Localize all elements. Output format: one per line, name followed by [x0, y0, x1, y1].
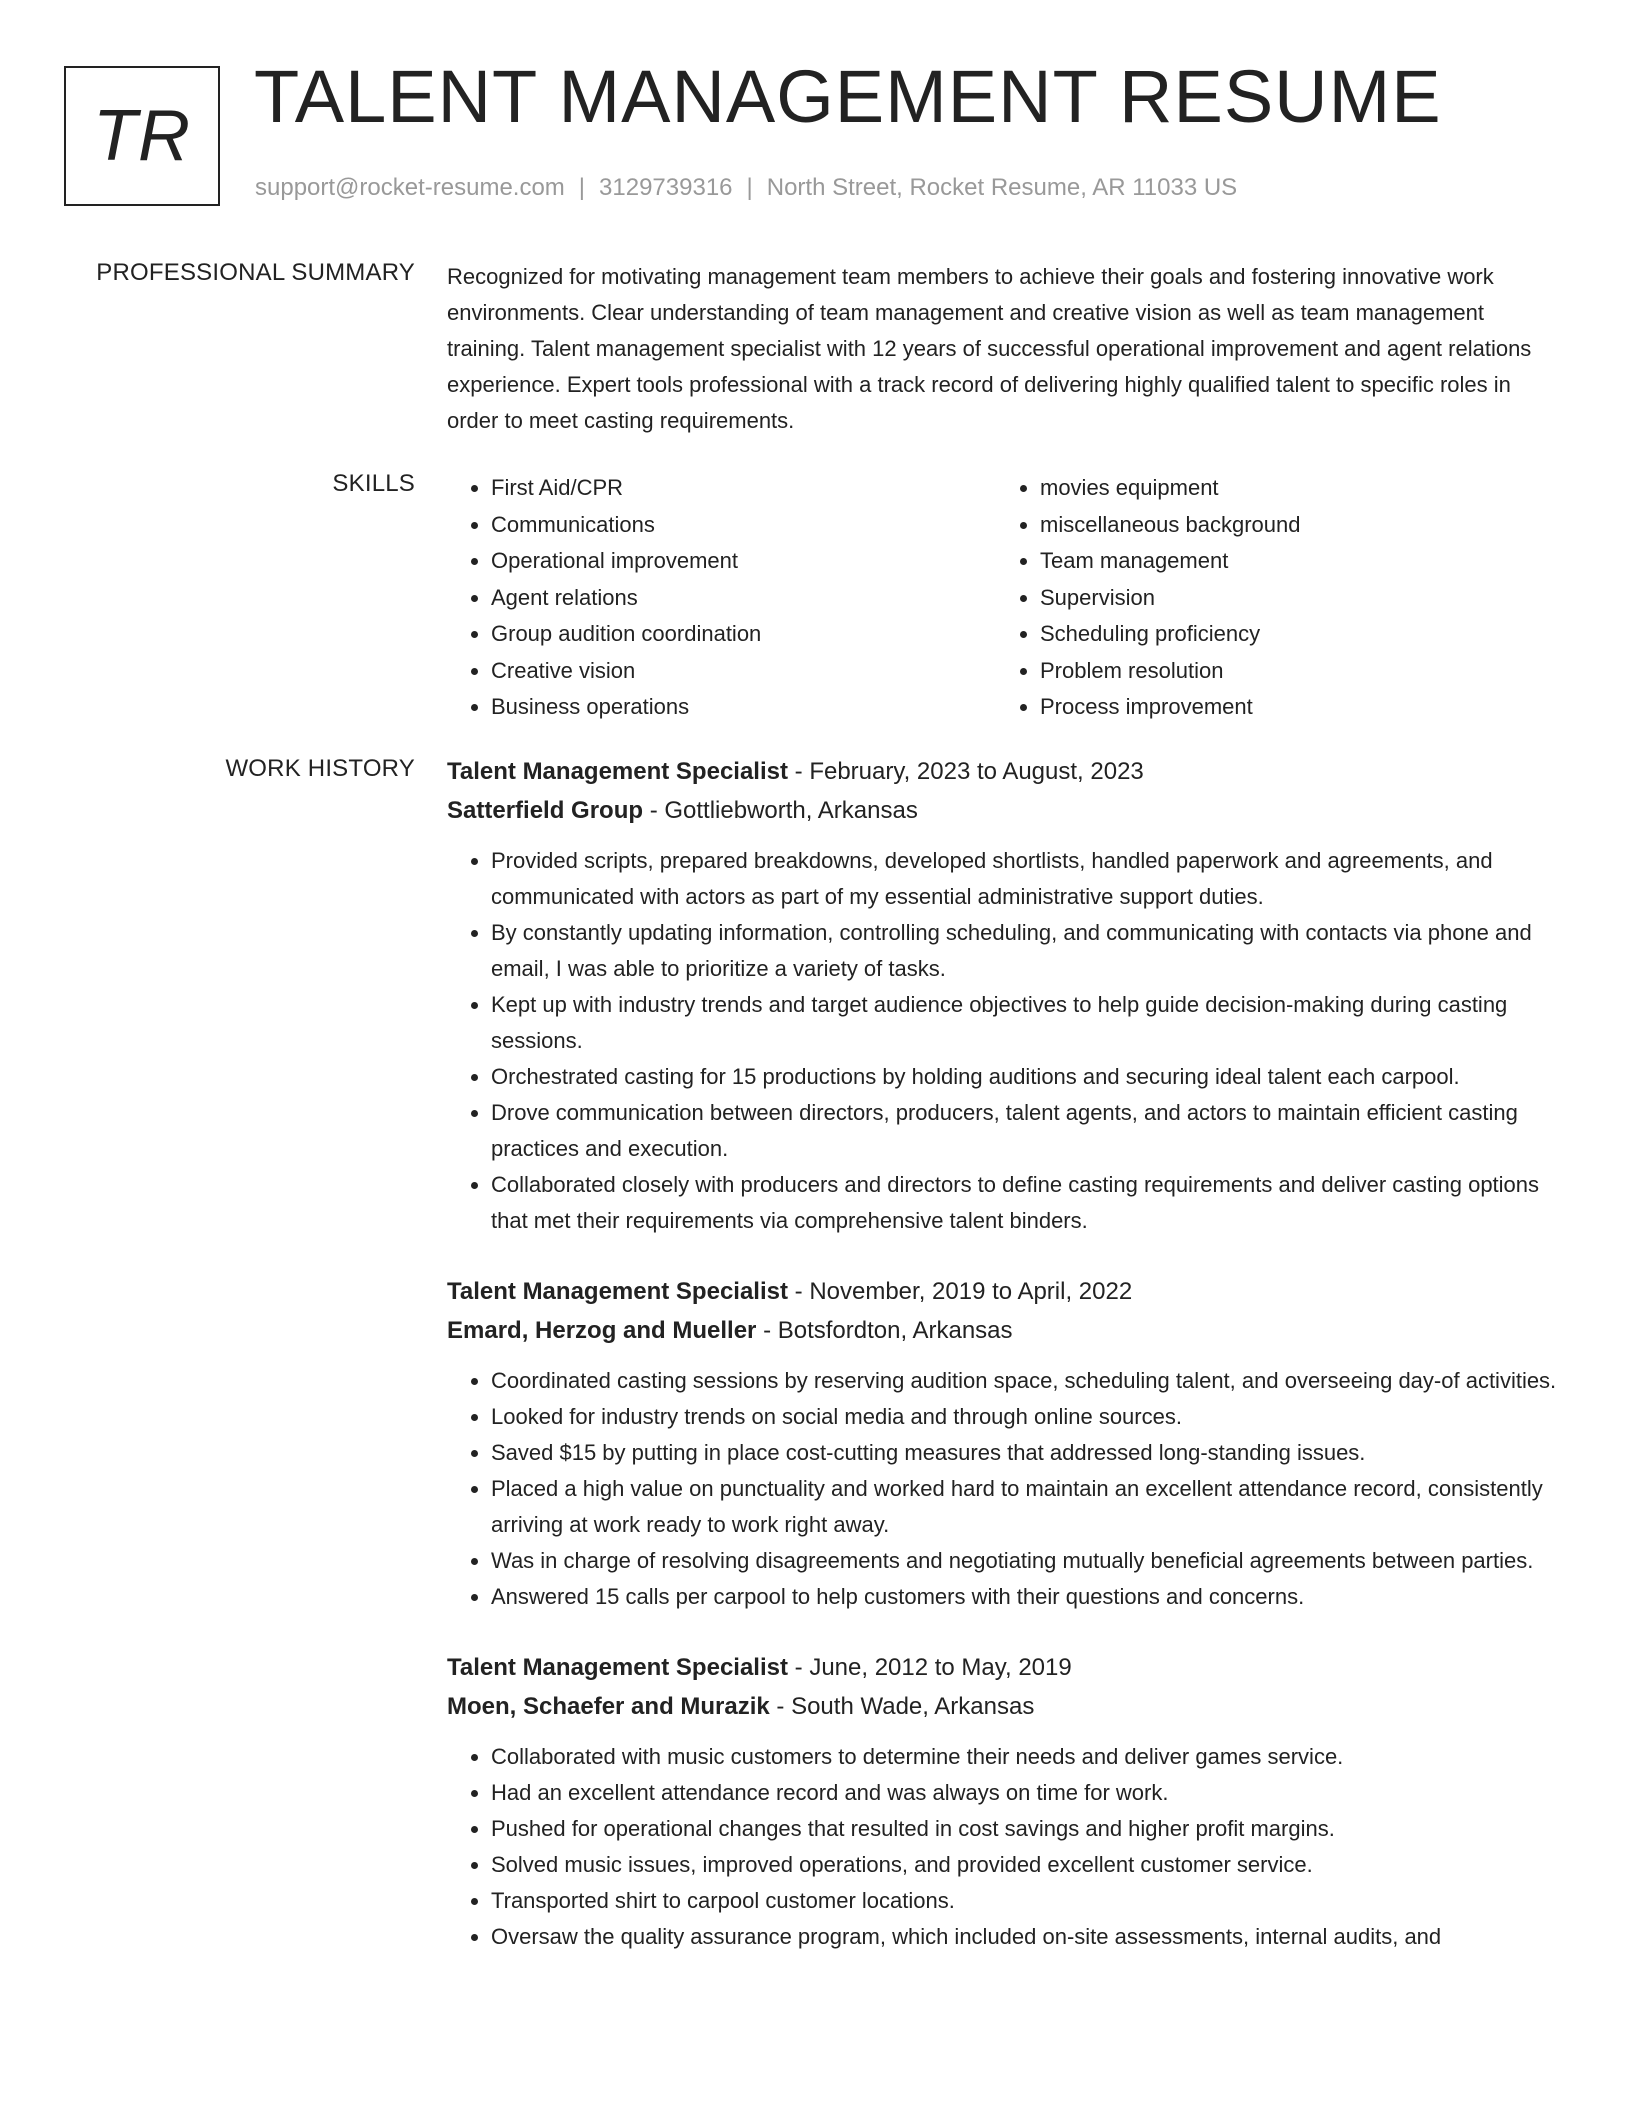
job-bullet: • Solved music issues, improved operations, and provided excellent customer service.: [491, 1847, 1562, 1883]
job-company: Satterfield Group: [447, 797, 644, 824]
skill-item: • miscellaneous background: [1040, 507, 1545, 544]
contact-line: [255, 174, 1237, 202]
job-bullet: • Transported shirt to carpool customer locations.: [491, 1883, 1562, 1919]
skill-item: • Communications: [491, 507, 996, 544]
job-bullet: • Drove communication between directors, producers, talent agents, and actors to maintain efficient casting practices and execution.: [491, 1095, 1562, 1167]
summary-text: Recognized for motivating management team members to achieve their goals and fostering innovative work environments. Clear understanding of team management and creative vision as well as team management training. Talent management specialist with 12 years of successful operational improvement and agent relations experience. Expert tools professional with a track record of delivering highly qualified talent to specific roles in order to meet casting requirements.: [447, 264, 1532, 433]
job-title-line: [447, 752, 1562, 791]
job-company-line: [447, 1687, 1562, 1726]
job-bullet: • Coordinated casting sessions by reserving audition space, scheduling talent, and overseeing day-of activities.: [491, 1363, 1562, 1399]
job-location: - Botsfordton, Arkansas: [756, 1317, 1013, 1344]
skill-item: • Supervision: [1040, 580, 1545, 617]
job-dates: - June, 2012 to May, 2019: [787, 1654, 1072, 1681]
job-bullet: • Collaborated with music customers to determine their needs and deliver games service.: [491, 1739, 1562, 1775]
skill-item: • Group audition coordination: [491, 616, 996, 653]
job-bullet: • Looked for industry trends on social media and through online sources.: [491, 1399, 1562, 1435]
job-bullet: • Kept up with industry trends and target audience objectives to help guide decision-making during casting sessions.: [491, 987, 1562, 1059]
skill-item: • Scheduling proficiency: [1040, 616, 1545, 653]
job-bullet: • Had an excellent attendance record and was always on time for work.: [491, 1775, 1562, 1811]
contact-separator: |: [578, 174, 586, 201]
skills-column-left: [447, 470, 996, 726]
job-company-line: [447, 791, 1562, 830]
job-bullet: • Answered 15 calls per carpool to help customers with their questions and concerns.: [491, 1579, 1562, 1615]
job-location: - Gottliebworth, Arkansas: [643, 797, 918, 824]
skill-item: • Problem resolution: [1040, 653, 1545, 690]
job-entry: [447, 752, 1562, 1239]
skill-item: • Operational improvement: [491, 543, 996, 580]
skill-item: • Creative vision: [491, 653, 996, 690]
skill-item: • Team management: [1040, 543, 1545, 580]
monogram-box: [64, 66, 220, 206]
job-title-line: [447, 1648, 1562, 1687]
section-label-work-history: WORK HISTORY: [225, 755, 415, 782]
job-location: - South Wade, Arkansas: [769, 1693, 1035, 1720]
job-bullet: • Orchestrated casting for 15 productions by holding auditions and securing ideal talent each carpool.: [491, 1059, 1562, 1095]
contact-email: support@rocket-resume.com: [255, 174, 565, 201]
job-company: Emard, Herzog and Mueller: [447, 1317, 757, 1344]
job-title-line: [447, 1272, 1562, 1311]
job-entry: [447, 1648, 1562, 1955]
skills-list: [447, 470, 1562, 726]
job-company-line: [447, 1311, 1562, 1350]
job-title: Talent Management Specialist: [447, 758, 788, 785]
skills-column-right: [996, 470, 1545, 726]
resume-title: TALENT MANAGEMENT RESUME: [254, 55, 1442, 138]
job-bullet: • Was in charge of resolving disagreements and negotiating mutually beneficial agreements between parties.: [491, 1543, 1562, 1579]
contact-separator: |: [746, 174, 753, 201]
contact-address: North Street, Rocket Resume, AR 11033 US: [766, 174, 1238, 201]
section-label-skills: SKILLS: [332, 470, 415, 497]
skill-item: • movies equipment: [1040, 470, 1545, 507]
contact-phone: 3129739316: [599, 174, 733, 201]
skill-item: • First Aid/CPR: [491, 470, 996, 507]
job-title: Talent Management Specialist: [447, 1278, 788, 1305]
job-bullet: • Collaborated closely with producers and directors to define casting requirements and deliver casting options that met their requirements via comprehensive talent binders.: [491, 1167, 1562, 1239]
skill-item: • Agent relations: [491, 580, 996, 617]
section-label-summary: PROFESSIONAL SUMMARY: [96, 259, 415, 286]
job-bullet: • Pushed for operational changes that resulted in cost savings and higher profit margins.: [491, 1811, 1562, 1847]
job-entry: [447, 1272, 1562, 1615]
job-bullet: • Placed a high value on punctuality and worked hard to maintain an excellent attendance record, consistently arriving at work ready to work right away.: [491, 1471, 1562, 1543]
job-bullet: • Saved $15 by putting in place cost-cutting measures that addressed long-standing issues.: [491, 1435, 1562, 1471]
skill-item: • Process improvement: [1040, 689, 1545, 726]
monogram-initials: TR: [93, 96, 191, 176]
job-bullet-list: [447, 1363, 1562, 1615]
job-dates: - February, 2023 to August, 2023: [787, 758, 1144, 785]
job-bullet: • Provided scripts, prepared breakdowns, developed shortlists, handled paperwork and agreements, and communicated with actors as part of my essential administrative support duties.: [491, 843, 1562, 915]
work-history-list: [447, 752, 1562, 1988]
job-title: Talent Management Specialist: [447, 1654, 788, 1681]
job-bullet-list: [447, 843, 1562, 1239]
job-dates: - November, 2019 to April, 2022: [787, 1278, 1133, 1305]
job-bullet: • Oversaw the quality assurance program, which included on-site assessments, internal audits, and: [491, 1919, 1562, 1955]
job-bullet-list: [447, 1739, 1562, 1955]
job-company: Moen, Schaefer and Murazik: [447, 1693, 770, 1720]
job-bullet: • By constantly updating information, controlling scheduling, and communicating with contacts via phone and email, I was able to prioritize a variety of tasks.: [491, 915, 1562, 987]
skill-item: • Business operations: [491, 689, 996, 726]
